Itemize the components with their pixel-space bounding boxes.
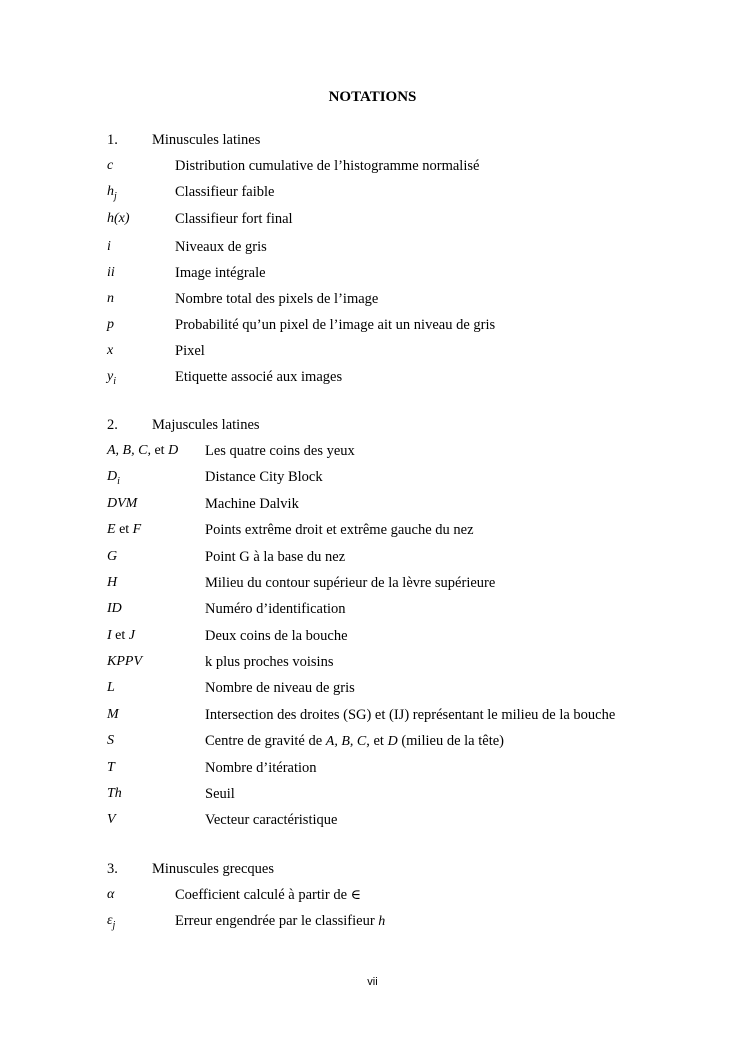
- notation-symbol: $\varepsilon_j$: [107, 913, 116, 931]
- notation-symbol: DVM: [107, 496, 138, 511]
- notation-description: Milieu du contour supérieur de la lèvre supérieure: [205, 575, 496, 591]
- notation-description: Seuil: [205, 786, 235, 802]
- notation-description: Classifieur faible: [175, 184, 275, 200]
- section-title: Minuscules grecques: [152, 861, 275, 877]
- notation-symbol: $h_j$: [107, 184, 117, 202]
- section-title: Minuscules latines: [152, 132, 261, 148]
- notation-symbol: p: [107, 317, 114, 332]
- notation-description: Machine Dalvik: [205, 496, 299, 512]
- notation-description: Numéro d’identification: [205, 601, 346, 617]
- notation-description: Deux coins de la bouche: [205, 628, 348, 644]
- notation-symbol: i: [107, 239, 111, 254]
- notation-symbol: α: [107, 887, 115, 902]
- notation-symbol: M: [107, 707, 119, 722]
- notation-symbol: $y_i$: [107, 369, 116, 387]
- notation-description: Coefficient calculé à partir de ∈: [175, 887, 362, 903]
- section-title: Majuscules latines: [152, 417, 260, 433]
- notation-description: Nombre total des pixels de l’image: [175, 291, 379, 307]
- notation-description: Nombre d’itération: [205, 760, 317, 776]
- notation-description: k plus proches voisins: [205, 654, 334, 670]
- notation-symbol: KPPV: [107, 654, 142, 669]
- notation-symbol: x: [107, 343, 114, 358]
- notation-symbol: Th: [107, 786, 122, 801]
- notation-symbol: V: [107, 812, 116, 827]
- notation-description: Points extrême droit et extrême gauche du nez: [205, 522, 474, 538]
- notation-description: Erreur engendrée par le classifieur h: [175, 913, 386, 929]
- notation-symbol: E et F: [107, 522, 142, 537]
- section-number: 3.: [107, 861, 118, 877]
- notation-symbol: n: [107, 291, 114, 306]
- notation-description: Distribution cumulative de l’histogramme normalisé: [175, 158, 480, 174]
- notation-symbol: A, B, C, et D: [107, 443, 179, 458]
- notation-description: Image intégrale: [175, 265, 266, 281]
- notation-symbol: c: [107, 158, 114, 173]
- notation-description: Distance City Block: [205, 469, 323, 485]
- notation-description: Nombre de niveau de gris: [205, 680, 355, 696]
- notation-description: Classifieur fort final: [175, 211, 293, 227]
- page-title: NOTATIONS: [328, 89, 417, 105]
- notation-description: Centre de gravité de A, B, C, et D (milieu de la tête): [205, 733, 504, 749]
- notation-description: Etiquette associé aux images: [175, 369, 343, 385]
- notation-symbol: L: [107, 680, 115, 695]
- notation-description: Intersection des droites (SG) et (IJ) représentant le milieu de la bouche: [205, 707, 616, 723]
- notation-symbol: G: [107, 549, 118, 564]
- notation-symbol: S: [107, 733, 114, 748]
- notation-symbol: h(x): [107, 211, 130, 226]
- notation-description: Point G à la base du nez: [205, 549, 346, 565]
- notation-description: Probabilité qu’un pixel de l’image ait un niveau de gris: [175, 317, 496, 333]
- section-heading-1: [107, 132, 260, 149]
- notation-symbol: ii: [107, 265, 115, 280]
- notation-symbol: T: [107, 760, 115, 775]
- notation-symbol: I et J: [107, 628, 135, 643]
- notation-description: Vecteur caractéristique: [205, 812, 338, 828]
- section-heading-2: [107, 417, 260, 434]
- section-number: 1.: [107, 132, 118, 148]
- section-heading-3: [107, 861, 274, 878]
- notation-symbol: $D_i$: [107, 469, 120, 487]
- notation-description: Les quatre coins des yeux: [205, 443, 355, 459]
- notation-description: Niveaux de gris: [175, 239, 267, 255]
- section-number: 2.: [107, 417, 118, 433]
- notation-description: Pixel: [175, 343, 205, 359]
- notation-symbol: ID: [107, 601, 122, 616]
- notation-symbol: H: [107, 575, 118, 590]
- page-number: vii: [367, 976, 378, 988]
